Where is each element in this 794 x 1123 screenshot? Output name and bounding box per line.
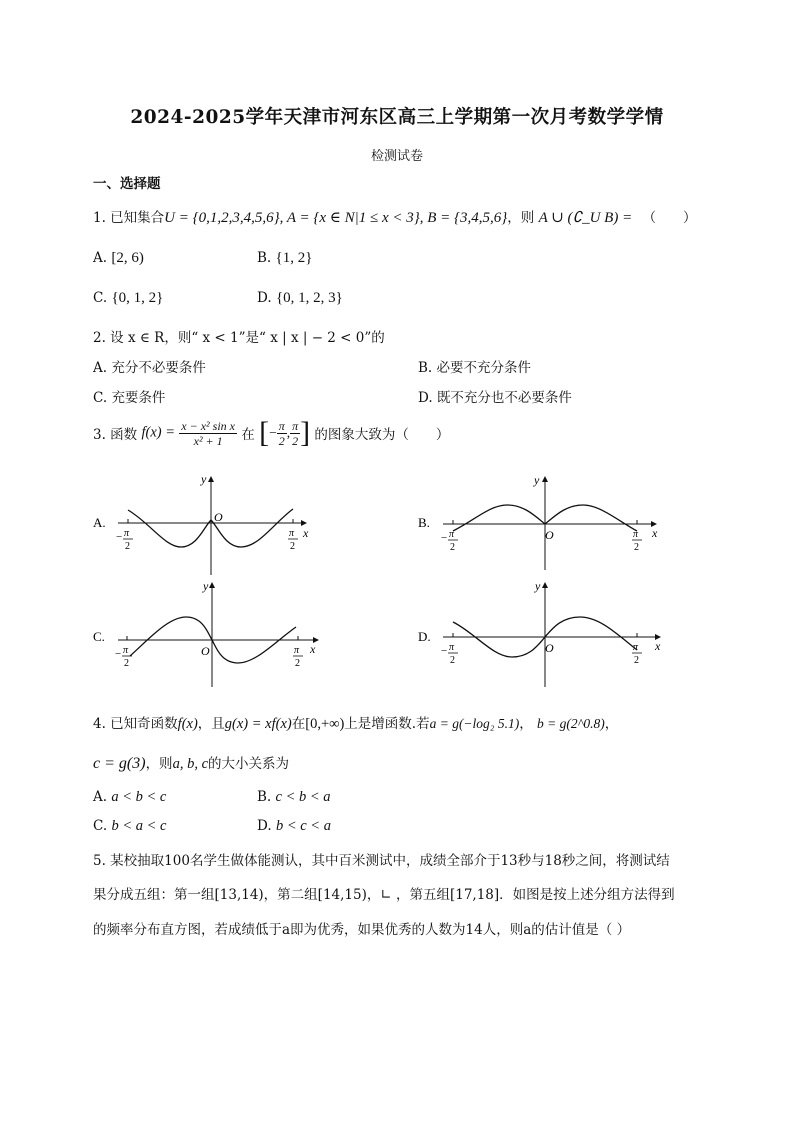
graph-option-b[interactable]: [418, 473, 658, 570]
math: a, b, c: [172, 756, 208, 772]
graph-label: D.: [418, 629, 431, 644]
tick-two: 2: [125, 541, 130, 552]
option-label: D.: [418, 390, 433, 406]
tick-pi: π: [449, 642, 455, 653]
q3-prefix: 3. 函数: [93, 427, 138, 443]
question-4-line-2: [93, 752, 289, 773]
tick-pi: π: [294, 645, 300, 656]
graph-option-d[interactable]: [418, 579, 661, 687]
option-label: D.: [257, 818, 272, 834]
option-text: a < b < c: [111, 789, 167, 805]
option-text: b < a < c: [111, 818, 167, 834]
axis-x-label: x: [303, 526, 309, 540]
option-text: {0, 1, 2}: [111, 290, 164, 306]
q2-option-a[interactable]: [93, 356, 206, 376]
q1-option-c[interactable]: [93, 290, 163, 307]
tick-pi: π: [289, 528, 295, 539]
tick-neg-sign: −: [441, 645, 448, 657]
option-text: 充要条件: [111, 390, 166, 406]
section-heading: 一、选择题: [93, 176, 161, 192]
tick-pi: π: [633, 642, 639, 653]
q2-option-c[interactable]: [93, 386, 165, 406]
origin-label: O: [545, 528, 554, 542]
q1-option-a[interactable]: [93, 250, 144, 267]
fraction-numerator: x − x² sin x: [181, 418, 235, 433]
math: f(x): [177, 716, 198, 732]
right-bracket: ]: [300, 416, 311, 449]
question-5-line-1: 5. 某校抽取100名学生做体能测认，其中百米测试中，成绩全部介于13秒与18秒之间，将测试结: [93, 853, 670, 869]
neg-sign: −: [269, 425, 277, 440]
interval-lower: [277, 419, 287, 448]
graph-label: C.: [93, 629, 105, 644]
left-bracket: [: [259, 416, 270, 449]
q3-graphs: [0, 465, 794, 705]
q2-option-d[interactable]: [418, 386, 572, 406]
math: a = g(−log₂ 5.1): [429, 716, 520, 731]
tick-pi: π: [123, 645, 129, 656]
page-title: 2024-2025学年天津市河东区高三上学期第一次月考数学学情: [130, 107, 664, 128]
q1-expression: A ∪ (∁_U B) =: [538, 210, 633, 226]
axis-y-label: y: [201, 472, 207, 486]
q1-mid: ，则: [507, 210, 535, 226]
tick-two: 2: [634, 655, 639, 666]
axis-x-label: x: [655, 639, 661, 653]
text: 在: [291, 716, 306, 732]
option-text: {1, 2}: [275, 250, 313, 266]
text: ，则: [145, 756, 173, 772]
option-label: D.: [257, 290, 272, 306]
tick-two: 2: [124, 658, 129, 669]
text: ，: [519, 716, 533, 732]
q1-answer-blank: （ ）: [642, 210, 697, 226]
q4-option-c[interactable]: [93, 818, 166, 835]
option-label: B.: [257, 789, 272, 805]
origin-label: O: [214, 510, 223, 524]
option-label: B.: [418, 360, 433, 376]
option-label: C.: [93, 818, 108, 834]
question-5-line-2: 果分成五组：第一组[13,14)，第二组[14,15)，∟ ，第五组[17,18]．如图是按上述分组方法得到: [93, 887, 675, 903]
option-text: [2, 6): [111, 250, 144, 266]
tick-two: 2: [295, 658, 300, 669]
tick-two: 2: [290, 541, 295, 552]
tick-neg-sign: −: [115, 648, 122, 660]
text: ，: [604, 716, 619, 732]
axis-x-label: x: [652, 526, 658, 540]
q3-fraction: [179, 419, 237, 448]
origin-label: O: [201, 644, 210, 658]
fraction-numerator: π: [292, 418, 299, 433]
math: b = g(2^0.8): [537, 716, 605, 731]
fraction-denominator: 2: [292, 433, 299, 448]
text: 4. 已知奇函数: [93, 716, 178, 732]
text: 的大小关系为: [208, 756, 289, 772]
question-3: [93, 418, 449, 448]
axis-y-label: y: [203, 579, 209, 593]
option-label: A.: [93, 250, 108, 266]
graph-label: A.: [93, 515, 106, 530]
origin-label: O: [545, 641, 554, 655]
text: ，且: [197, 716, 225, 732]
axis-y-label: y: [534, 473, 540, 487]
option-label: B.: [257, 250, 272, 266]
tick-two: 2: [450, 655, 455, 666]
tick-two: 2: [634, 542, 639, 553]
q2-option-b[interactable]: [418, 356, 531, 376]
option-label: A.: [93, 360, 108, 376]
option-text: 必要不充分条件: [436, 360, 532, 376]
q1-option-b[interactable]: [257, 250, 312, 267]
q3-mid: 在: [241, 427, 255, 443]
fraction-denominator: x² + 1: [193, 433, 223, 448]
math: [0,+∞): [305, 716, 345, 732]
tick-pi: π: [633, 529, 639, 540]
q1-prefix: 1. 已知集合: [93, 210, 165, 226]
q4-option-d[interactable]: [257, 818, 331, 835]
math: c = g(3): [93, 755, 146, 772]
math: g(x) = xf(x): [224, 716, 292, 732]
tick-pi: π: [124, 528, 130, 539]
tick-neg-sign: −: [116, 531, 123, 543]
option-label: C.: [93, 290, 108, 306]
question-5-line-3: 的频率分布直方图，若成绩低于a即为优秀，如果优秀的人数为14人，则a的估计值是（ ）: [93, 922, 631, 938]
axis-y-label: y: [535, 579, 541, 593]
question-1: [93, 206, 697, 227]
tick-two: 2: [450, 542, 455, 553]
q1-option-d[interactable]: [257, 290, 343, 307]
option-text: 既不充分也不必要条件: [436, 390, 572, 406]
option-text: {0, 1, 2, 3}: [275, 290, 343, 306]
option-text: 充分不必要条件: [111, 360, 206, 376]
q4-option-b[interactable]: [257, 789, 331, 806]
question-4-line-1: [93, 712, 618, 733]
question-2: 2. 设 x ∈ R，则“ x < 1”是“ x | x | − 2 < 0”的: [93, 330, 385, 346]
graph-label: B.: [418, 515, 430, 530]
option-text: c < b < a: [275, 789, 331, 805]
fraction-numerator: π: [278, 418, 285, 433]
q4-option-a[interactable]: [93, 789, 166, 806]
q1-sets: U = {0,1,2,3,4,5,6}, A = {x ∈ N|1 ≤ x < 3}, B = {3,4,5,6}: [164, 210, 508, 226]
interval-upper: [290, 419, 300, 448]
graph-option-c[interactable]: [93, 579, 318, 687]
fraction-denominator: 2: [278, 433, 285, 448]
option-label: C.: [93, 390, 108, 406]
comma: ,: [286, 425, 291, 440]
page-subtitle: 检测试卷: [370, 149, 423, 164]
q3-function-name: f(x) =: [141, 424, 175, 441]
graph-option-a[interactable]: [93, 472, 309, 575]
tick-pi: π: [449, 529, 455, 540]
q3-suffix: 的图象大致为（ ）: [314, 427, 450, 443]
text: 上是增函数.若: [344, 716, 430, 732]
tick-neg-sign: −: [441, 532, 448, 544]
option-label: A.: [93, 789, 108, 805]
axis-x-label: x: [310, 642, 316, 656]
option-text: b < c < a: [275, 818, 331, 834]
